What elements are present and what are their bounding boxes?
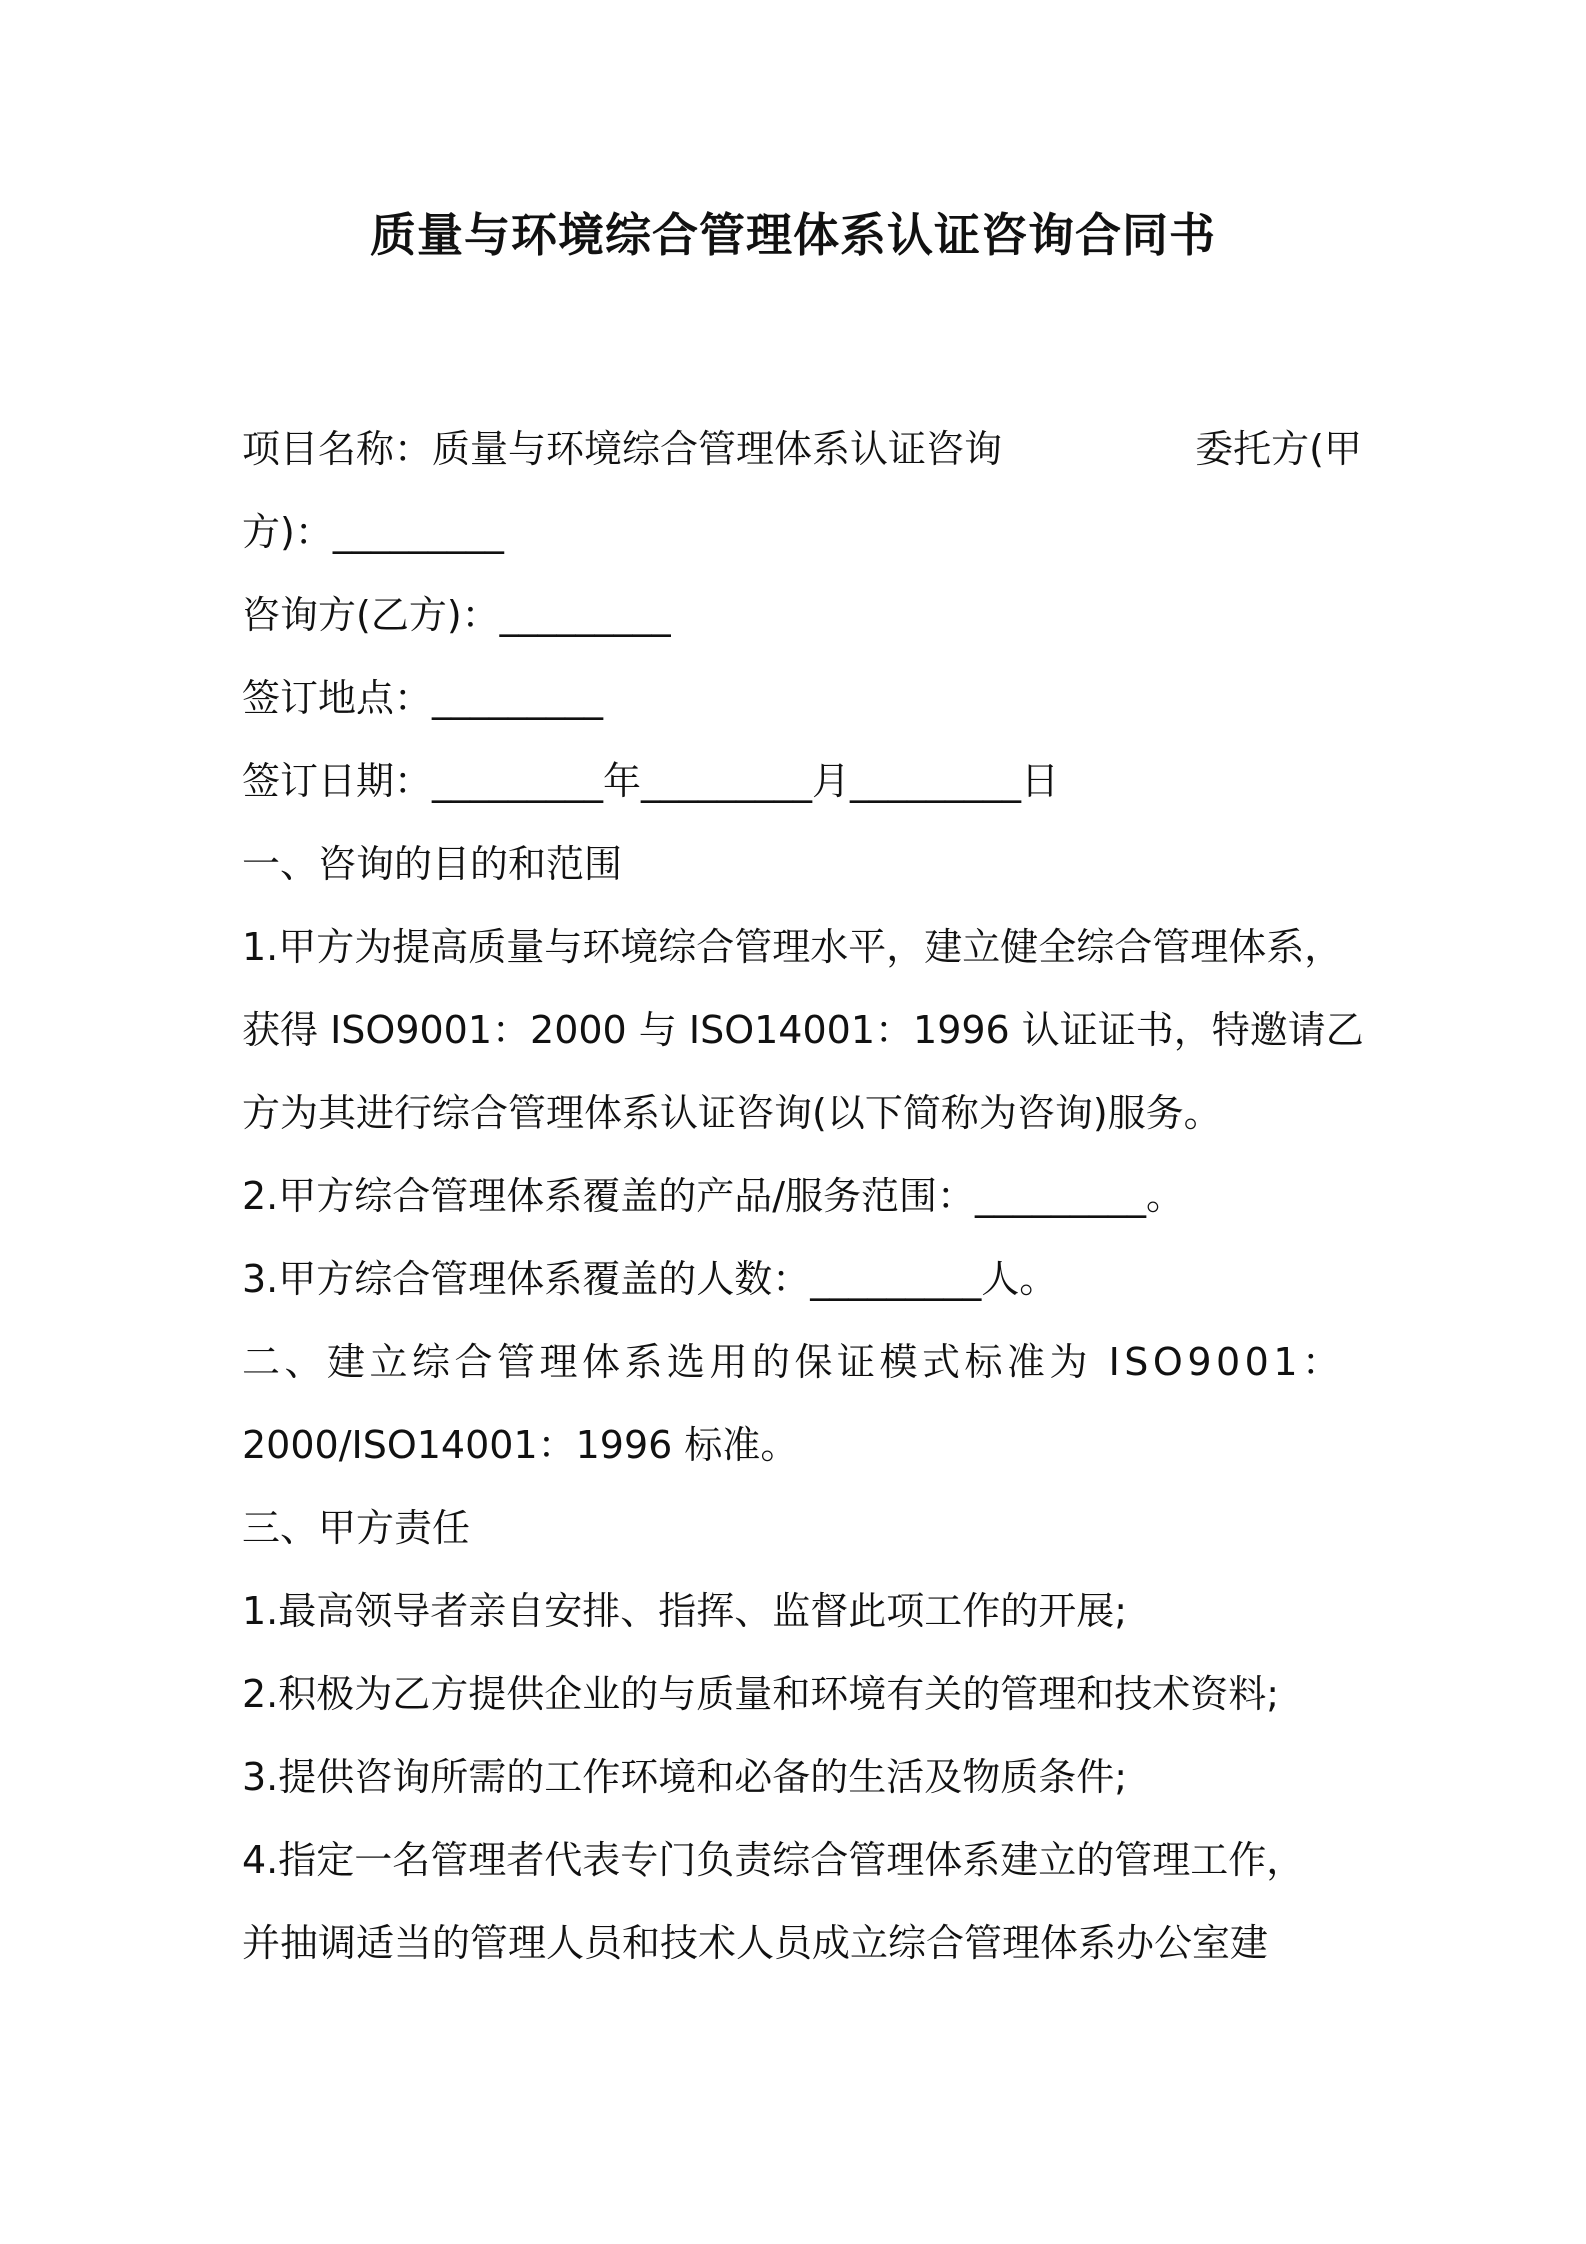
paragraph-line: 2.甲方综合管理体系覆盖的产品/服务范围：_________。: [242, 1174, 1185, 1218]
signing-place-line: 签订地点：_________: [242, 676, 604, 720]
paragraph-line: 并抽调适当的管理人员和技术人员成立综合管理体系办公室建: [242, 1921, 1269, 1965]
section-heading-1: 一、咨询的目的和范围: [242, 842, 623, 886]
paragraph-line: 2.积极为乙方提供企业的与质量和环境有关的管理和技术资料;: [242, 1672, 1280, 1716]
signing-date-line: 签订日期：_________年_________月_________日: [242, 759, 1060, 803]
paragraph-line: 方为其进行综合管理体系认证咨询(以下简称为咨询)服务。: [242, 1091, 1222, 1135]
consultant-party-line: 咨询方(乙方)：_________: [242, 593, 671, 637]
paragraph-line: 获得 ISO9001：2000 与 ISO14001：1996 认证证书，特邀请乙: [242, 1008, 1364, 1052]
document-body: [242, 408, 1362, 1985]
section-heading-3: 三、甲方责任: [242, 1506, 471, 1550]
project-name-text: 项目名称：质量与环境综合管理体系认证咨询: [242, 427, 1003, 471]
paragraph-line: 1.最高领导者亲自安排、指挥、监督此项工作的开展;: [242, 1589, 1128, 1633]
paragraph-line: 2000/ISO14001：1996 标准。: [242, 1423, 799, 1467]
paragraph-line: 4.指定一名管理者代表专门负责综合管理体系建立的管理工作，: [242, 1838, 1305, 1882]
project-name-line: [242, 408, 1362, 491]
paragraph-line: 3.提供咨询所需的工作环境和必备的生活及物质条件;: [242, 1755, 1128, 1799]
paragraph-line: 3.甲方综合管理体系覆盖的人数：_________人。: [242, 1257, 1058, 1301]
section-heading-2: 二、建立综合管理体系选用的保证模式标准为 ISO9001：: [242, 1340, 1345, 1384]
document-title: 质量与环境综合管理体系认证咨询合同书: [370, 208, 1216, 262]
client-party-label: 委托方(甲: [1195, 427, 1362, 471]
client-party-line: 方)：_________: [242, 510, 504, 554]
paragraph-line: 1.甲方为提高质量与环境综合管理水平，建立健全综合管理体系，: [242, 925, 1343, 969]
